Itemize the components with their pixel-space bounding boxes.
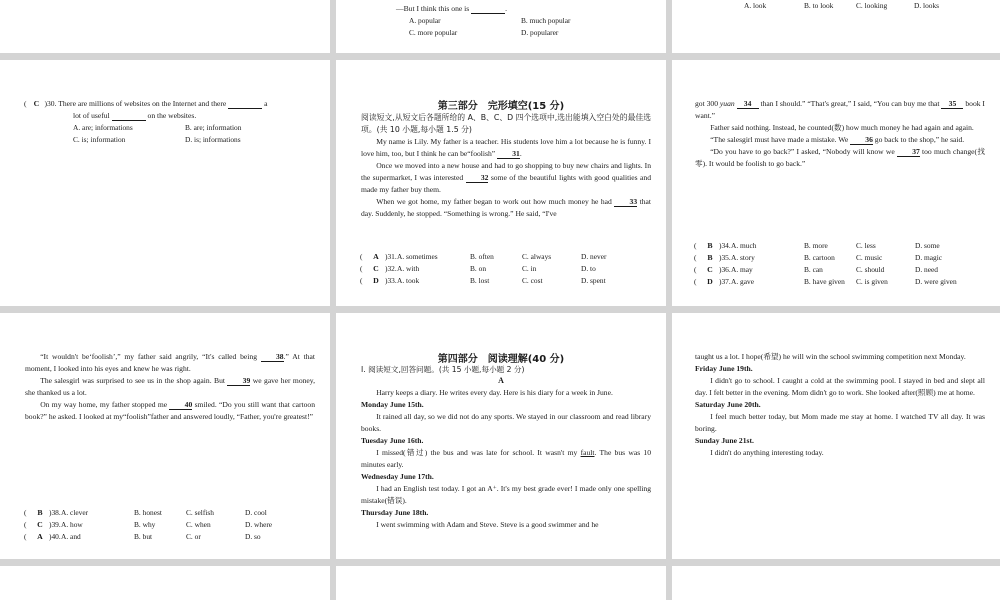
cloze-passage xyxy=(695,98,985,170)
page-fragment-bottom-left xyxy=(0,566,330,600)
question-30: ( C )30. There are millions of websites on the Internet and there a lot of useful on the websites. xyxy=(24,99,268,120)
answer-letter: C xyxy=(707,265,713,274)
answer-letter: C xyxy=(373,264,379,273)
diary-date: Friday June 19th. xyxy=(695,364,753,373)
answer-blank xyxy=(471,4,505,14)
answer-blank: 37 xyxy=(897,147,920,157)
page-cloze-end: “It wouldn't be‘foolish’,” my father said angrily, “It's called being 38.” At that moment, I looked into his eyes and knew he was right. The salesgirl was surprised to see us in the shop again. But 39 we gave her money, she thanked us a lot. On my way home, my father stopped me 40 smiled. “Do you still want that cartoon book?” he asked. I looked at my“foolish”father and answered loudly, “Father, you're greatest!” ( B )38. A. clever B. honest C. selfish D. cool ( C )39. A. how B. why C. when D. where ( A )40. A. and B. but C. or D. so xyxy=(0,313,330,559)
paragraph: My name is Lily. My father is a teacher. His students love him a lot because he is funny. I love him, too, but I think he can be“foolish” 31. xyxy=(361,137,651,158)
section-title: 第四部分 阅读理解(40 分) xyxy=(437,354,565,365)
section-instruction: Ⅰ. 阅读短文,回答问题。(共 15 小题,每小题 2 分) xyxy=(361,365,525,374)
page-cloze-continued: got 300 yuan 34 than I should.” “That's great,” I said, “You can buy me that 35 book I want.” Father said nothing. Instead, he counted(数) how much money he had again and again. “The salesgirl must have made a mistake. We 36 go back to the shop,” he said. “Do you have to go back?” I asked, “Nobody will know we 37 too much change(找零). It would be foolish to go back.” ( B )34. A. much B. more C. less D. some ( B )35. A. story B. cartoon C. music D. magic ( C )36. A. may B. can C. should D. need ( D )37. A. gave B. have given C. is given D. were given xyxy=(672,60,1000,306)
paragraph: “It wouldn't be‘foolish’,” my father said angrily, “It's called being 38.” At that moment, I looked into his eyes and knew he was right. xyxy=(25,352,315,373)
answer-blank: 40 xyxy=(169,400,192,410)
page-fragment-top-right: A. look B. to look C. looking D. looks xyxy=(672,0,1000,53)
answer-blank xyxy=(228,99,262,109)
page-part3-cloze: 第三部分 完形填空(15 分) 阅读短文,从短文后各题所给的 A、B、C、D 四个选项中,选出能填入空白处的最佳选项。(共 10 小题,每小题 1.5 分) My name is Lily. My father is a teacher. His students love him a lot because he is funny. I love him, too, but I think he can be“foolish” 31. Once we moved into a new house and had to go shopping to buy new chairs and lights. In the supermarket, I was interested 32 some of the beautiful lights with good qualities and made my father buy them. When we got home, my father began to work out how much money he had 33 that day. Suddenly, he stopped. “Something is wrong.” He said, “I've ( A )31. A. sometimes B. often C. always D. never ( C )32. A. with B. on C. in D. to ( D )33. A. took B. lost C. cost D. spent xyxy=(336,60,666,306)
section-instruction: 阅读短文,从短文后各题所给的 A、B、C、D 四个选项中,选出能填入空白处的最佳选项。(共 10 小题,每小题 1.5 分) xyxy=(361,113,651,134)
paragraph: I missed(错过) the bus and was late for school. It wasn't my fault. The bus was 10 minutes early. xyxy=(361,448,651,469)
paragraph: “Do you have to go back?” I asked, “Nobody will know we 37 too much change(找零). It would be foolish to go back.” xyxy=(695,147,986,168)
page-fragment-bottom-right xyxy=(672,566,1000,600)
answer-letter: B xyxy=(707,253,713,262)
answer-letter: C xyxy=(33,99,40,108)
answer-blank: 35 xyxy=(941,99,963,109)
page-diary-continued xyxy=(672,313,1000,559)
answer-letter: C xyxy=(37,520,43,529)
diary-date: Sunday June 21st. xyxy=(695,436,754,445)
diary-passage xyxy=(695,351,985,459)
answer-blank: 34 xyxy=(737,99,759,109)
paragraph: It rained all day, so we did not do any sports. We stayed in our classroom and read library books. xyxy=(361,412,651,433)
paragraph: Father said nothing. Instead, he counted(数) how much money he had again and again. xyxy=(710,123,974,132)
paragraph: I didn't go to school. I caught a cold at the swimming pool. I stayed in bed and slept all day. I felt better in the evening. Mom didn't go to work. She looked after(照顾) me at home. xyxy=(695,376,985,397)
page-fragment-bottom-middle xyxy=(336,566,666,600)
paragraph: I went swimming with Adam and Steve. Steve is a good swimmer and he xyxy=(376,520,599,529)
diary-date: Monday June 15th. xyxy=(361,400,424,409)
answer-blank: 32 xyxy=(466,173,489,183)
paragraph: “The salesgirl must have made a mistake. We 36 go back to the shop,” he said. xyxy=(710,135,965,144)
diary-date: Thursday June 18th. xyxy=(361,508,429,517)
cloze-passage xyxy=(361,136,651,220)
paragraph: I feel much better today, but Mom made me stay at home. I watched TV all day. It was boring. xyxy=(695,412,985,433)
diary-date: Wednesday June 17th. xyxy=(361,472,434,481)
paragraph: The salesgirl was surprised to see us in the shop again. But 39 we gave her money, she thanked us a lot. xyxy=(25,376,316,397)
diary-passage xyxy=(361,387,651,531)
diary-date: Tuesday June 16th. xyxy=(361,436,424,445)
answer-blank: 31 xyxy=(497,149,520,159)
page-part4-reading xyxy=(336,313,666,559)
diary-date: Saturday June 20th. xyxy=(695,400,761,409)
answer-blank: 33 xyxy=(614,197,637,207)
passage-label: A xyxy=(498,376,504,385)
paragraph: I didn't do anything interesting today. xyxy=(710,448,824,457)
paragraph: got 300 yuan 34 than I should.” “That's great,” I said, “You can buy me that 35 book I want.” xyxy=(695,99,985,120)
answer-letter: D xyxy=(373,276,379,285)
paragraph: Harry keeps a diary. He writes every day. Here is his diary for a week in June. xyxy=(376,388,613,397)
answer-blank: 36 xyxy=(850,135,873,145)
paragraph: When we got home, my father began to work out how much money he had 33 that day. Suddenly, he stopped. “Something is wrong.” He said, “I've xyxy=(361,197,651,218)
paragraph: On my way home, my father stopped me 40 smiled. “Do you still want that cartoon book?” he asked. I looked at my“foolish”father and answered loudly, “Father, you're greatest!” xyxy=(25,400,315,421)
answer-letter: B xyxy=(37,508,43,517)
answer-letter: B xyxy=(707,241,713,250)
answer-blank: 38 xyxy=(261,352,284,362)
paragraph: I had an English test today. I got an A⁺. It's my best grade ever! I made only one spelling mistake(错误). xyxy=(361,484,651,505)
page-fragment-top-middle: —But I think this one is . A. popular B. much popular C. more popular D. popularer xyxy=(336,0,666,53)
question-line: —But I think this one is . xyxy=(396,4,508,13)
paragraph: taught us a lot. I hope(希望) he will win the school swimming competition next Monday. xyxy=(695,352,966,361)
cloze-passage xyxy=(25,351,315,423)
page-question-30: ( C )30. There are millions of websites on the Internet and there a lot of useful on the websites. A. are; informations B. are; information C. is; information D. is; informations xyxy=(0,60,330,306)
answer-letter: A xyxy=(373,252,379,261)
answer-blank xyxy=(112,111,146,121)
answer-letter: A xyxy=(37,532,43,541)
page-fragment-top-left xyxy=(0,0,330,53)
section-title: 第三部分 完形填空(15 分) xyxy=(437,101,565,112)
answer-letter: D xyxy=(707,277,713,286)
answer-blank: 39 xyxy=(227,376,250,386)
paragraph: Once we moved into a new house and had to go shopping to buy new chairs and lights. In the supermarket, I was interested 32 some of the beautiful lights with good qualities and made my father buy them. xyxy=(361,161,651,194)
